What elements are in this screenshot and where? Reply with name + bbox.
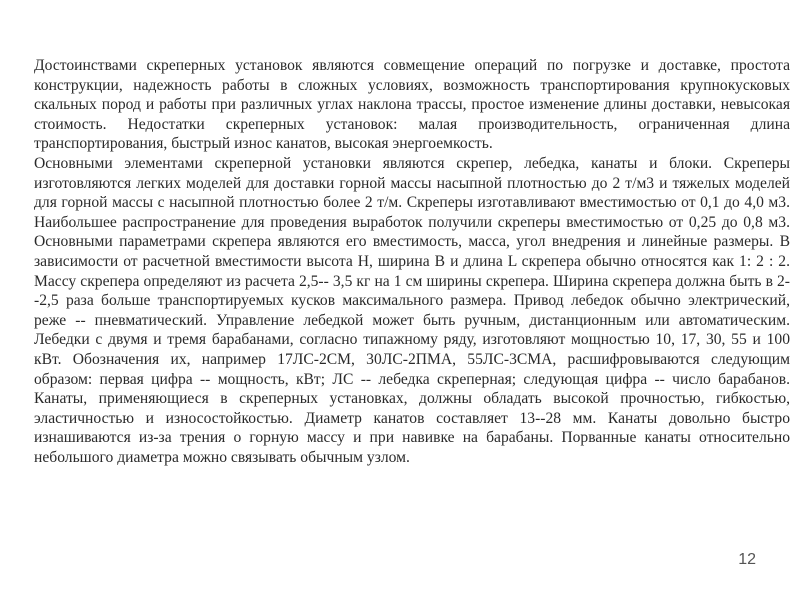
paragraph-advantages: Достоинствами скреперных установок являются совмещение операций по погрузке и доставке, простота конструкции, надежность работы в сложных условиях, возможность транспортирования крупнокусковых скальных пород и работы при различных углах наклона трассы, простое изменение длины доставки, невысокая стоимость. Недостатки скреперных установок: малая производительность, ограниченная длина транспортирования, быстрый износ канатов, высокая энергоемкость. — [34, 57, 790, 153]
paragraph-elements: Основными элементами скреперной установки являются скрепер, лебедка, канаты и блоки. Скреперы изготовляются легких моделей для доставки горной массы насыпной плотностью до 2 т/м3 и тяжелых моделей для горной массы с насыпной плотностью более 2 т/м. Скреперы изготавливают вместимостью от 0,1 до 4,0 м3. Наибольшее распространение для проведения выработок получили скреперы вместимостью от 0,25 до 0,8 м3. Основными параметрами скрепера являются его вместимость, масса, угол внедрения и линейные размеры. В зависимости от расчетной вместимости высота Н, ширина В и длина L скрепера обычно относятся как 1: 2 : 2. Массу скрепера определяют из расчета 2,5-- 3,5 кг на 1 см ширины скрепера. Ширина скрепера должна быть в 2--2,5 раза больше транспортируемых кусков максимального размера. Привод лебедок обычно электрический, реже -- пневматический. Управление лебедкой может быть ручным, дистанционным или автоматическим. Лебедки с двумя и тремя барабанами, согласно типажному ряду, изготовляют мощностью 10, 17, 30, 55 и 100 кВт. Обозначения их, например 17ЛС-2СМ, 30ЛС-2ПМА, 55ЛС-3СМА, расшифровываются следующим образом: первая цифра -- мощность, кВт; ЛС -- лебедка скреперная; следующая цифра -- число барабанов. Канаты, применяющиеся в скреперных установках, должны обладать высокой прочностью, гибкостью, эластичностью и износостойкостью. Диаметр канатов составляет 13--28 мм. Канаты довольно быстро изнашиваются из-за трения о горную массу и при навивке на барабаны. Порванные канаты относительно небольшого диаметра можно связывать обычным узлом. — [34, 154, 790, 466]
body-text — [34, 56, 790, 467]
page-number: 12 — [738, 551, 756, 568]
